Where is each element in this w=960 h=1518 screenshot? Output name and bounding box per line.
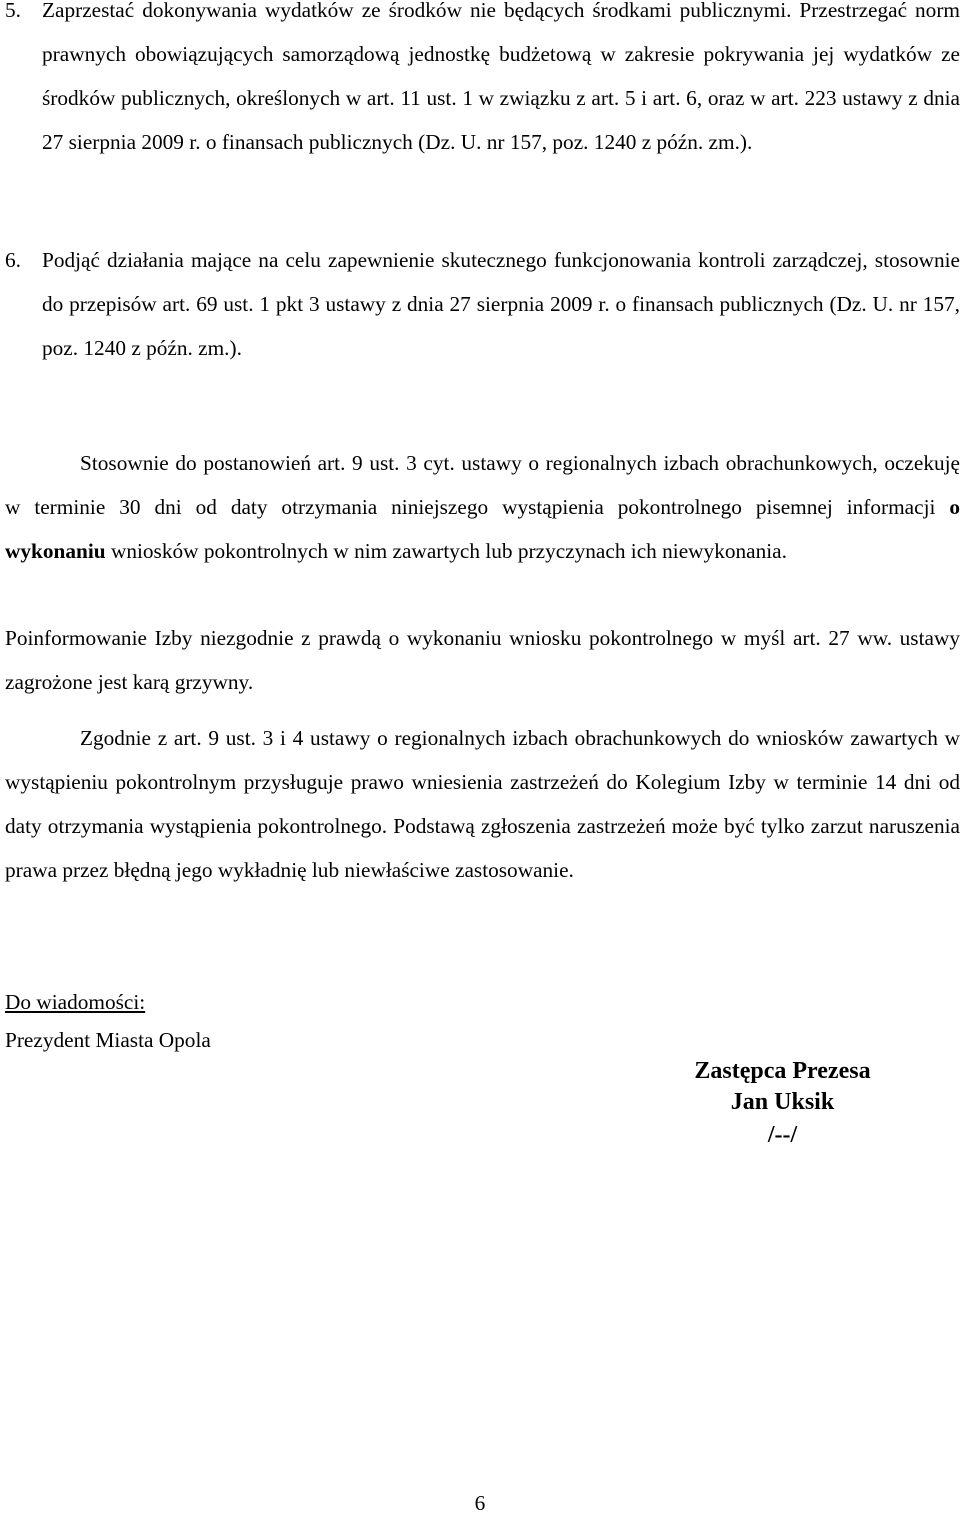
paragraph-objections-right: Zgodnie z art. 9 ust. 3 i 4 ustawy o regionalnych izbach obrachunkowych do wniosków zawartych w wystąpieniu pokontrolnym przysługuje prawo wniesienia zastrzeżeń do Kolegium Izby w terminie 14 dni od daty otrzymania wystąpienia pokontrolnego. Podstawą zgłoszenia zastrzeżeń może być tylko zarzut naruszenia prawa przez błędną jego wykładnię lub niewłaściwe zastosowanie. [5, 726, 960, 882]
signature-title: Zastępca Prezesa [694, 1058, 871, 1084]
distribution-label: Do wiadomości: [5, 990, 146, 1014]
paragraph-bold-text: o wykonaniu [5, 495, 960, 563]
paragraph-follow-up-request [5, 441, 960, 573]
list-item-5 [5, 0, 960, 164]
list-item-number: 6. [5, 248, 21, 272]
list-item-6 [5, 238, 960, 370]
page-number: 6 [474, 1491, 486, 1515]
signature-name: Jan Uksik [730, 1089, 835, 1115]
signature-mark: /--/ [767, 1122, 798, 1148]
list-item-text: Podjąć działania mające na celu zapewnienie skutecznego funkcjonowania kontroli zarządczej, stosownie do przepisów art. 69 ust. 1 pkt 3 ustawy z dnia 27 sierpnia 2009 r. o finansach publicznych (Dz. U. nr 157, poz. 1240 z późn. zm.). [42, 248, 960, 360]
list-item-text: Zaprzestać dokonywania wydatków ze środków nie będących środkami publicznymi. Przestrzegać norm prawnych obowiązujących samorządową jednostkę budżetową w zakresie pokrywania jej wydatków ze środków publicznych, określonych w art. 11 ust. 1 w związku z art. 5 i art. 6, oraz w art. 223 ustawy z dnia 27 sierpnia 2009 r. o finansach publicznych (Dz. U. nr 157, poz. 1240 z późn. zm.). [42, 0, 960, 154]
paragraph-text: Stosownie do postanowień art. 9 ust. 3 cyt. ustawy o regionalnych izbach obrachunkowych, oczekuję w terminie 30 dni od daty otrzymania niniejszego wystąpienia pokontrolnego pisemnej informacji [5, 451, 960, 519]
paragraph-text: wniosków pokontrolnych w nim zawartych lub przyczynach ich niewykonania. [105, 539, 787, 563]
list-item-number: 5. [5, 0, 21, 22]
distribution-recipient: Prezydent Miasta Opola [5, 1028, 211, 1052]
paragraph-penalty-notice: Poinformowanie Izby niezgodnie z prawdą o wykonaniu wniosku pokontrolnego w myśl art. 27 ww. ustawy zagrożone jest karą grzywny. [5, 626, 960, 694]
